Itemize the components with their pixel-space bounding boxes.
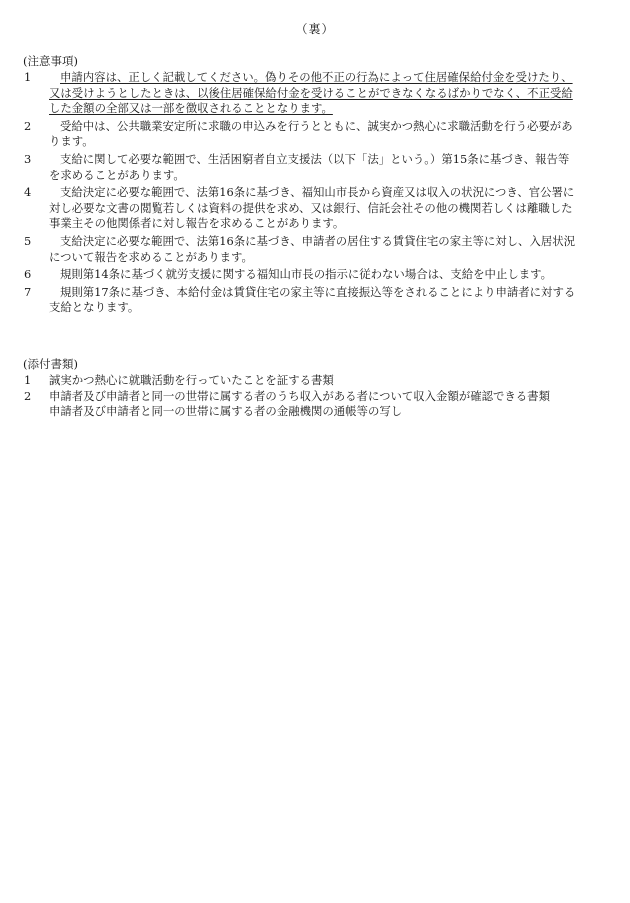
note-item-5 (24, 234, 614, 265)
note-item-2 (24, 119, 614, 150)
note-number: 1 (24, 70, 32, 84)
note-item-1 (24, 70, 614, 117)
note-number: 5 (24, 233, 32, 248)
note-item-7 (24, 285, 614, 316)
note-number: 4 (24, 185, 32, 200)
notes-list (24, 70, 614, 318)
attachment-text: 申請者及び申請者と同一の世帯に属する者のうち収入がある者について収入金額が確認できる書類 (49, 388, 550, 403)
note-text: 規則第14条に基づく就労支援に関する福知山市長の指示に従わない場合は、支給を中止します。 (60, 267, 552, 282)
note-number: 7 (24, 284, 32, 299)
note-text: 支給に関して必要な範囲で、生活困窮者自立支援法（以下「法」という。）第15条に基づき、報告等 を求めることがあります。 (49, 151, 570, 182)
note-item-6 (24, 267, 614, 283)
attachment-number: 2 (24, 388, 32, 403)
note-number: 2 (24, 118, 32, 133)
attachments-heading: (添付書類) (23, 357, 78, 371)
attachment-text: 誠実かつ熱心に就職活動を行っていたことを証する書類 (49, 373, 334, 387)
note-text: 申請内容は、正しく記載してください。偽りその他不正の行為によって住居確保給付金を受けたり、 又は受けようとしたときは、以後住居確保給付金を受けることができなくなるばかりでなく、不正受給 した金額の全部又は一部を徴収されることとなります。 (49, 70, 573, 116)
attachments-list (24, 373, 614, 420)
attachment-item-2-subline: 申請者及び申請者と同一の世帯に属する者の金融機関の通帳等の写し (49, 404, 403, 419)
attachment-number: 1 (24, 373, 32, 387)
note-text: 支給決定に必要な範囲で、法第16条に基づき、福知山市長から資産又は収入の状況につき、官公署に 対し必要な文書の閲覧若しくは資料の提供を求め、又は銀行、信託会社その他の機関若しくは離職した 事業主その他関係者に対し報告を求めることがあります。 (49, 185, 575, 231)
notes-heading: (注意事項) (23, 54, 78, 68)
note-text: 受給中は、公共職業安定所に求職の申込みを行うとともに、誠実かつ熱心に求職活動を行う必要があ ります。 (49, 118, 573, 149)
note-item-4 (24, 185, 614, 232)
attachment-item-2 (24, 389, 614, 405)
note-number: 3 (24, 151, 32, 166)
note-text: 支給決定に必要な範囲で、法第16条に基づき、申請者の居住する賃貸住宅の家主等に対し、入居状況 について報告を求めることがあります。 (49, 233, 576, 264)
note-number: 6 (24, 267, 32, 282)
note-text: 規則第17条に基づき、本給付金は賃貸住宅の家主等に直接振込等をされることにより申請者に対する 支給となります。 (49, 284, 576, 315)
note-item-3 (24, 152, 614, 183)
page-side-mark: （裏） (295, 22, 335, 36)
attachment-item-1 (24, 373, 614, 389)
